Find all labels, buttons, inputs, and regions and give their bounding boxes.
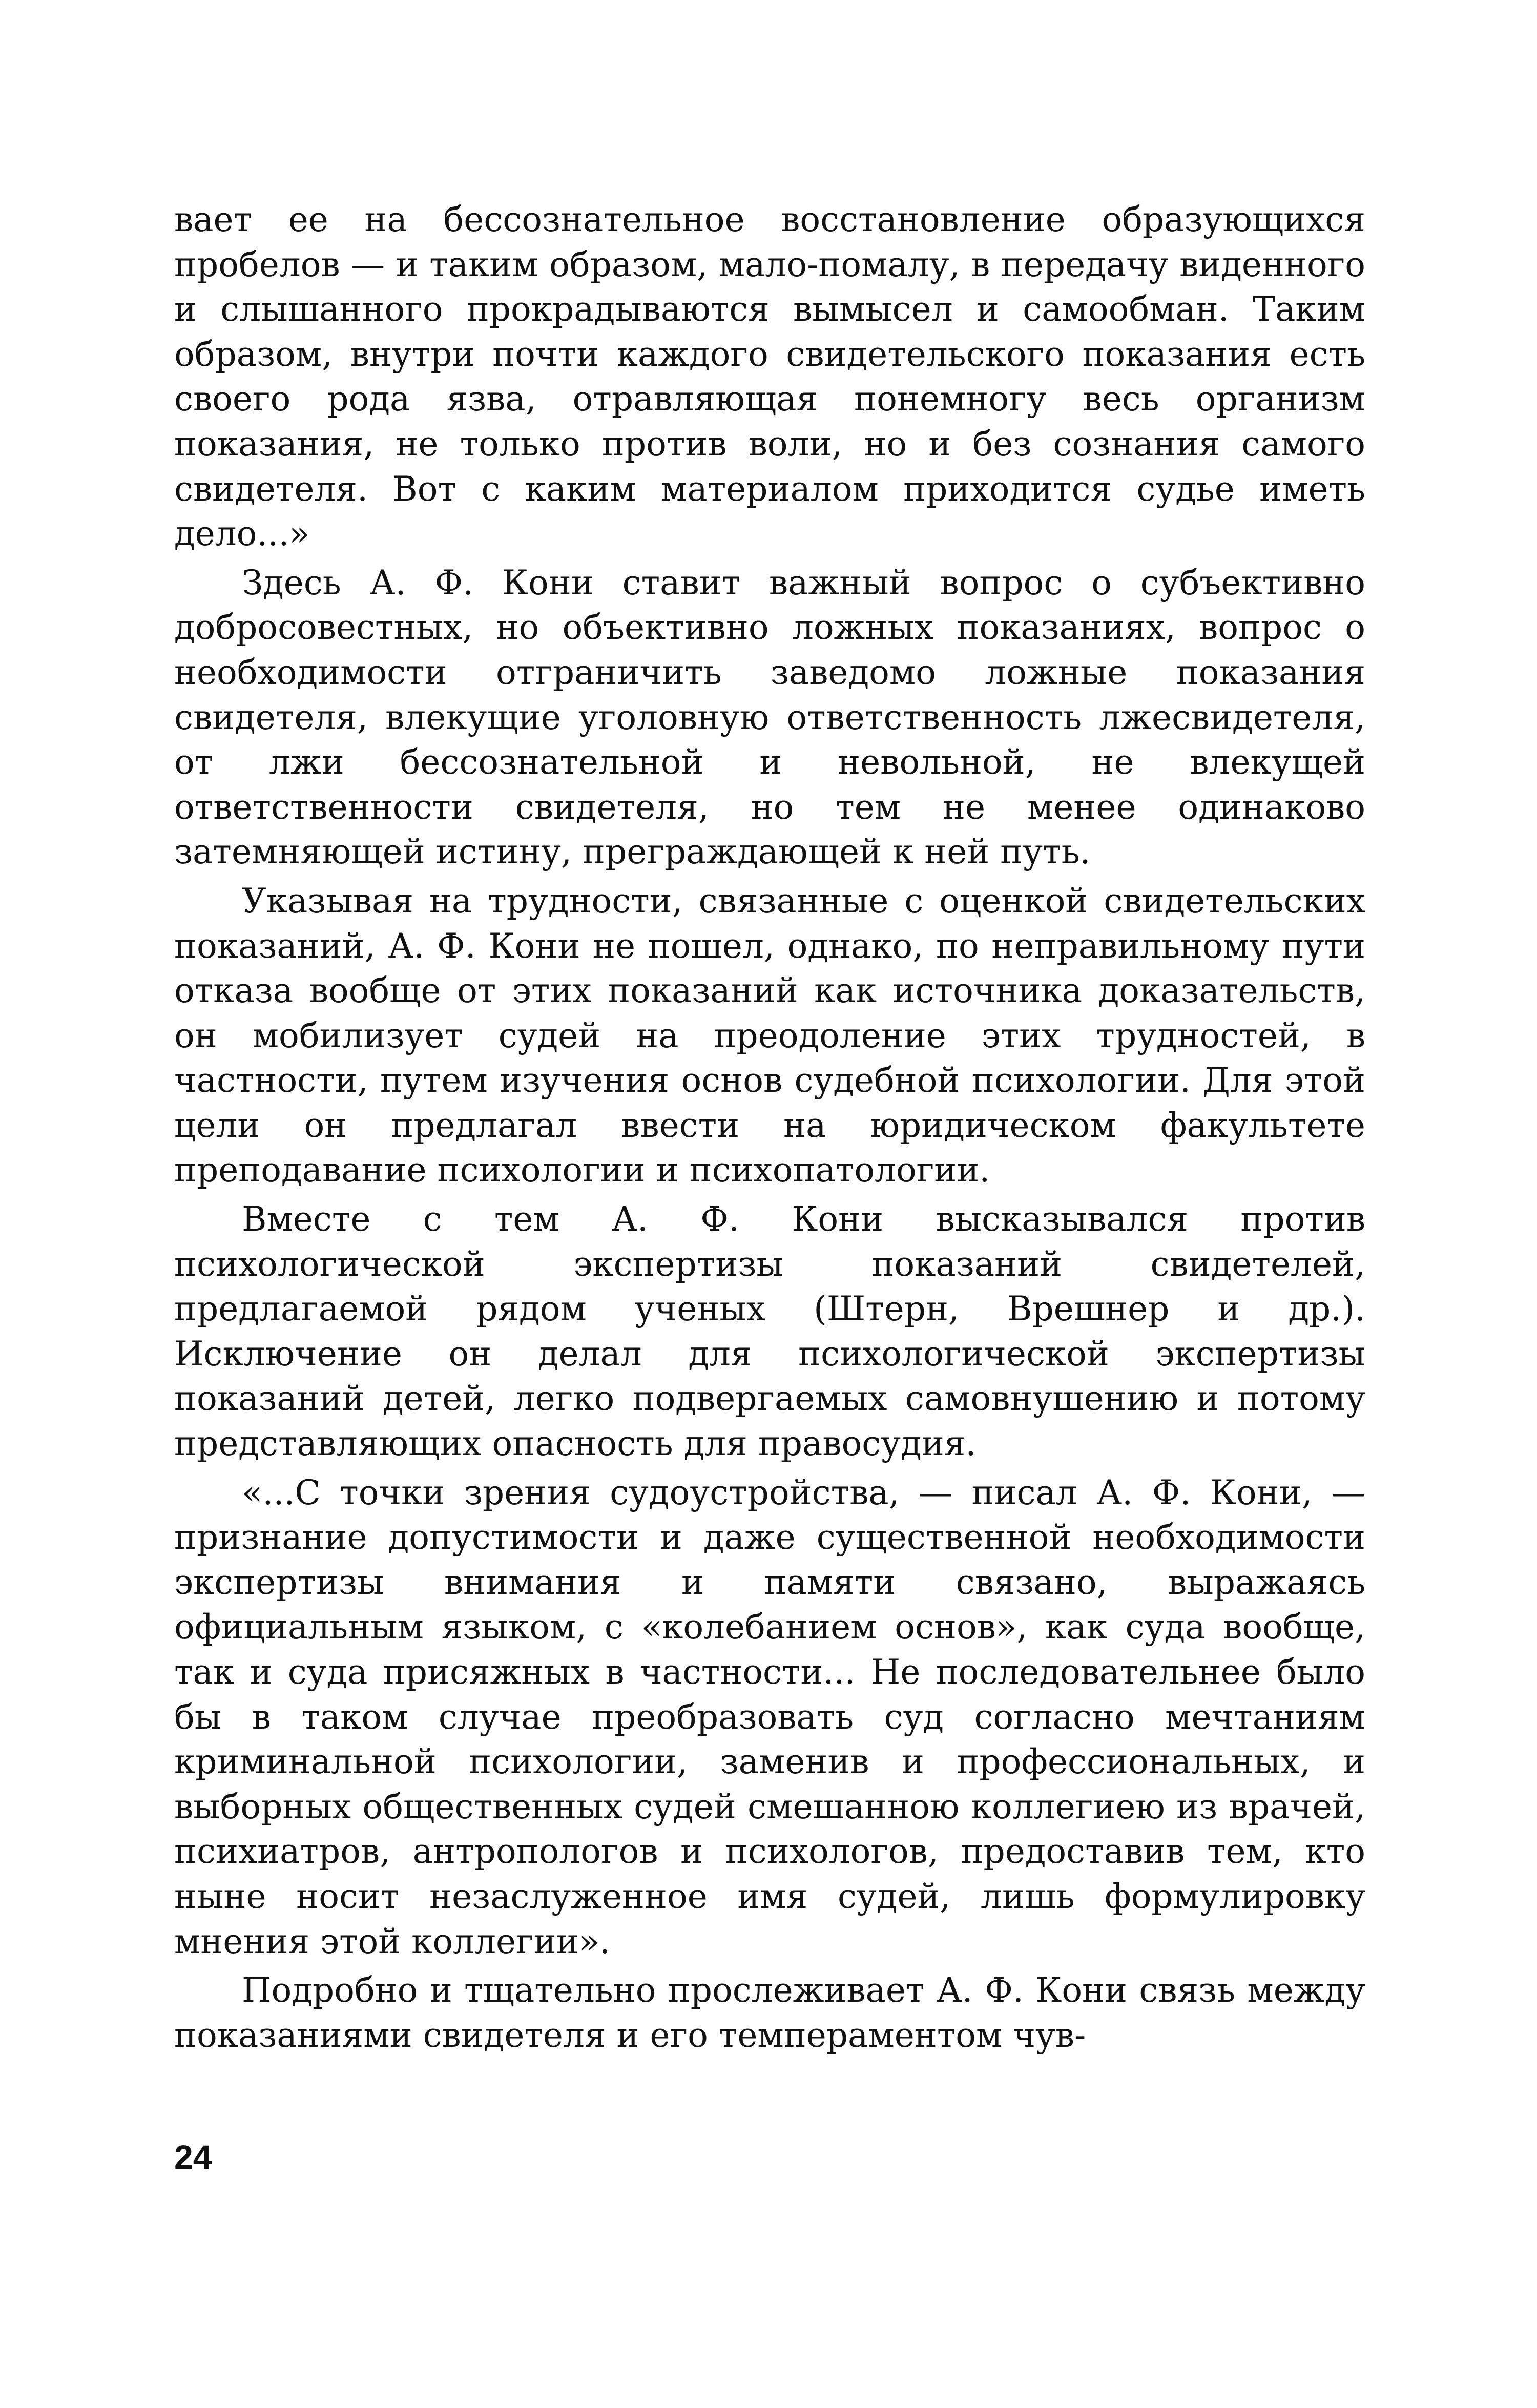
paragraph-1: вает ее на бессознательное восстановление образующихся пробелов — и таким образом, мало-помалу, в передачу виденного и слышанного прокрадываются вымысел и самообман. Таким образом, внутри почти каждого свидетельского показания есть своего рода язва, отравляющая понемногу весь организм показания, не только против воли, но и без сознания самого свидетеля. Вот с каким материалом приходится судье иметь дело...» — [174, 200, 1365, 554]
paragraph-3: Указывая на трудности, связанные с оценкой свидетельских показаний, А. Ф. Кони не пошел, однако, по неправильному пути отказа вообще от этих показаний как источника доказательств, он мобилизует судей на преодоление этих трудностей, в частности, путем изучения основ судебной психологии. Для этой цели он предлагал ввести на юридическом факультете преподавание психологии и психопатологии. — [174, 881, 1365, 1190]
page-number: 24 — [174, 2138, 212, 2176]
paragraph-4: Вместе с тем А. Ф. Кони высказывался против психологической экспертизы показаний свидетелей, предлагаемой рядом ученых (Штерн, Врешнер и др.). Исключение он делал для психологической экспертизы показаний детей, легко подвергаемых самовнушению и потому представляющих опасность для правосудия. — [174, 1199, 1365, 1464]
paragraph-5-quote: «...С точки зрения судоустройства, — писал А. Ф. Кони, — признание допустимости и даже существенной необходимости экспертизы внимания и памяти связано, выражаясь официальным языком, с «колебанием основ», как суда вообще, так и суда присяжных в частности... Не последовательнее было бы в таком случае преобразовать суд согласно мечтаниям криминальной психологии, заменив и профессиональных, и выборных общественных судей смешанною коллегиею из врачей, психиатров, антропологов и психологов, предоставив тем, кто ныне носит незаслуженное имя судей, лишь формулировку мнения этой коллегии». — [174, 1472, 1365, 1961]
paragraph-6: Подробно и тщательно прослеживает А. Ф. Кони связь между показаниями свидетеля и его темпераментом чув- — [174, 1970, 1365, 2055]
page-text — [174, 197, 1365, 2058]
paragraph-2: Здесь А. Ф. Кони ставит важный вопрос о субъективно добросовестных, но объективно ложных показаниях, вопрос о необходимости отграничить заведомо ложные показания свидетеля, влекущие уголовную ответственность лжесвидетеля, от лжи бессознательной и невольной, не влекущей ответственности свидетеля, но тем не менее одинаково затемняющей истину, преграждающей к ней путь. — [174, 563, 1365, 872]
